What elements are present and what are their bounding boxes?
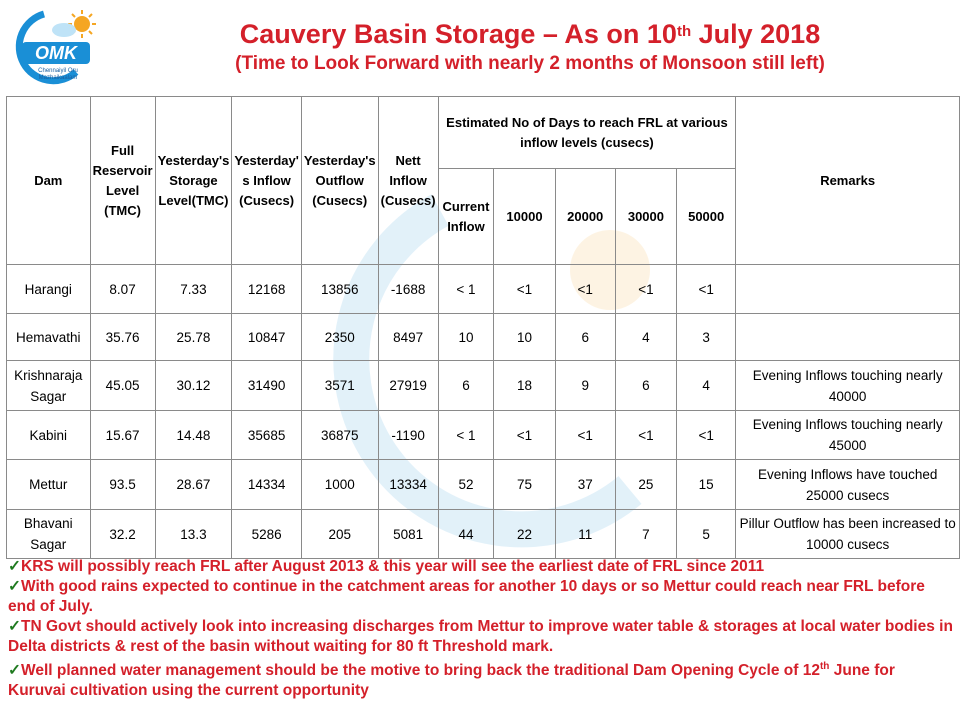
cell-10000: <1 bbox=[494, 411, 555, 460]
cell-10000: <1 bbox=[494, 265, 555, 314]
cell-current: 6 bbox=[438, 361, 494, 411]
header-30000: 30000 bbox=[615, 169, 676, 265]
table-row bbox=[7, 361, 960, 411]
cell-50000: <1 bbox=[677, 411, 736, 460]
cell-nett: 27919 bbox=[378, 361, 438, 411]
cell-dam: Bhavani Sagar bbox=[7, 510, 91, 559]
cell-remarks: Evening Inflows have touched 25000 cusecs bbox=[736, 460, 960, 510]
cell-dam: Harangi bbox=[7, 265, 91, 314]
logo-text: OMK bbox=[35, 43, 77, 63]
cell-inflow: 31490 bbox=[232, 361, 302, 411]
cell-30000: 4 bbox=[615, 314, 676, 361]
cell-storage: 25.78 bbox=[155, 314, 232, 361]
header-nett: Nett Inflow (Cusecs) bbox=[378, 97, 438, 265]
note-text: KRS will possibly reach FRL after August 2013 & this year will see the earliest date of FRL since 2011 bbox=[21, 558, 765, 575]
cell-50000: <1 bbox=[677, 265, 736, 314]
cell-storage: 7.33 bbox=[155, 265, 232, 314]
cloud-icon bbox=[52, 23, 76, 37]
cell-inflow: 5286 bbox=[232, 510, 302, 559]
table-row bbox=[7, 510, 960, 559]
table-row bbox=[7, 265, 960, 314]
title-prefix: Cauvery Basin Storage – As on 10 bbox=[239, 19, 677, 49]
table-row bbox=[7, 314, 960, 361]
cell-frl: 32.2 bbox=[90, 510, 155, 559]
notes-list bbox=[8, 557, 953, 701]
cell-storage: 14.48 bbox=[155, 411, 232, 460]
cell-dam: Kabini bbox=[7, 411, 91, 460]
cell-outflow: 13856 bbox=[301, 265, 378, 314]
cell-50000: 3 bbox=[677, 314, 736, 361]
storage-table bbox=[6, 96, 960, 559]
cell-current: 44 bbox=[438, 510, 494, 559]
cell-30000: 6 bbox=[615, 361, 676, 411]
page-subtitle: (Time to Look Forward with nearly 2 months of Monsoon still left) bbox=[235, 53, 825, 74]
cell-storage: 13.3 bbox=[155, 510, 232, 559]
cell-storage: 30.12 bbox=[155, 361, 232, 411]
cell-10000: 10 bbox=[494, 314, 555, 361]
cell-nett: -1688 bbox=[378, 265, 438, 314]
cell-10000: 22 bbox=[494, 510, 555, 559]
note-item bbox=[8, 557, 953, 577]
cell-remarks bbox=[736, 314, 960, 361]
cell-inflow: 10847 bbox=[232, 314, 302, 361]
cell-frl: 8.07 bbox=[90, 265, 155, 314]
cell-10000: 75 bbox=[494, 460, 555, 510]
cell-30000: <1 bbox=[615, 265, 676, 314]
cell-frl: 45.05 bbox=[90, 361, 155, 411]
header-50000: 50000 bbox=[677, 169, 736, 265]
cell-inflow: 14334 bbox=[232, 460, 302, 510]
cell-50000: 5 bbox=[677, 510, 736, 559]
cell-inflow: 12168 bbox=[232, 265, 302, 314]
cell-nett: -1190 bbox=[378, 411, 438, 460]
header-inflow: Yesterday' s Inflow (Cusecs) bbox=[232, 97, 302, 265]
cell-20000: <1 bbox=[555, 265, 615, 314]
cell-inflow: 35685 bbox=[232, 411, 302, 460]
cell-storage: 28.67 bbox=[155, 460, 232, 510]
header-storage: Yesterday's Storage Level(TMC) bbox=[155, 97, 232, 265]
check-icon: ✓ bbox=[8, 618, 21, 635]
cell-nett: 13334 bbox=[378, 460, 438, 510]
cell-20000: <1 bbox=[555, 411, 615, 460]
cell-30000: 7 bbox=[615, 510, 676, 559]
cell-frl: 93.5 bbox=[90, 460, 155, 510]
note-item bbox=[8, 577, 953, 617]
cell-20000: 11 bbox=[555, 510, 615, 559]
cell-nett: 5081 bbox=[378, 510, 438, 559]
cell-nett: 8497 bbox=[378, 314, 438, 361]
cell-outflow: 1000 bbox=[301, 460, 378, 510]
note-item bbox=[8, 657, 953, 701]
cell-outflow: 205 bbox=[301, 510, 378, 559]
cell-remarks: Evening Inflows touching nearly 45000 bbox=[736, 411, 960, 460]
header-outflow: Yesterday's Outflow (Cusecs) bbox=[301, 97, 378, 265]
note-item bbox=[8, 617, 953, 657]
cell-20000: 9 bbox=[555, 361, 615, 411]
header-20000: 20000 bbox=[555, 169, 615, 265]
cell-30000: 25 bbox=[615, 460, 676, 510]
cell-outflow: 3571 bbox=[301, 361, 378, 411]
sun-icon bbox=[74, 16, 90, 32]
logo-tagline-1: Chennaiyil Oru bbox=[38, 68, 78, 74]
cell-10000: 18 bbox=[494, 361, 555, 411]
cell-current: < 1 bbox=[438, 265, 494, 314]
cell-current: 10 bbox=[438, 314, 494, 361]
cell-frl: 35.76 bbox=[90, 314, 155, 361]
page-title bbox=[100, 18, 960, 50]
logo-graphic bbox=[6, 6, 98, 92]
logo-tagline-2: Mazhaikaalam bbox=[38, 75, 78, 81]
note-text: Well planned water management should be the motive to bring back the traditional Dam Opening Cycle of 12 bbox=[21, 662, 820, 680]
note-text-suffix: June for Kuruvai cultivation using the current opportunity bbox=[8, 662, 895, 700]
cell-current: < 1 bbox=[438, 411, 494, 460]
header-current: Current Inflow bbox=[438, 169, 494, 265]
header-estimated: Estimated No of Days to reach FRL at various inflow levels (cusecs) bbox=[438, 97, 736, 169]
cell-20000: 37 bbox=[555, 460, 615, 510]
cell-current: 52 bbox=[438, 460, 494, 510]
cell-20000: 6 bbox=[555, 314, 615, 361]
cell-remarks bbox=[736, 265, 960, 314]
cell-dam: Hemavathi bbox=[7, 314, 91, 361]
cell-50000: 4 bbox=[677, 361, 736, 411]
omk-logo bbox=[6, 6, 98, 92]
note-text: With good rains expected to continue in the catchment areas for another 10 days or so Mettur could reach near FRL before end of July. bbox=[8, 578, 925, 615]
table-row bbox=[7, 411, 960, 460]
check-icon: ✓ bbox=[8, 558, 21, 575]
note-text: TN Govt should actively look into increasing discharges from Mettur to improve water table & storages at local water bodies in Delta districts & rest of the basin without waiting for 80 ft Threshold mark. bbox=[8, 618, 953, 655]
cell-50000: 15 bbox=[677, 460, 736, 510]
check-icon: ✓ bbox=[8, 662, 21, 680]
title-suffix: July 2018 bbox=[691, 19, 821, 49]
check-icon: ✓ bbox=[8, 578, 21, 595]
cell-outflow: 2350 bbox=[301, 314, 378, 361]
title-sup: th bbox=[676, 23, 692, 40]
header-frl: Full Reservoir Level (TMC) bbox=[90, 97, 155, 265]
cell-dam: Krishnaraja Sagar bbox=[7, 361, 91, 411]
header-remarks: Remarks bbox=[736, 97, 960, 265]
cell-remarks: Evening Inflows touching nearly 40000 bbox=[736, 361, 960, 411]
cell-frl: 15.67 bbox=[90, 411, 155, 460]
header-dam: Dam bbox=[7, 97, 91, 265]
table-row bbox=[7, 460, 960, 510]
note-sup: th bbox=[819, 661, 830, 672]
cell-30000: <1 bbox=[615, 411, 676, 460]
header-10000: 10000 bbox=[494, 169, 555, 265]
cell-remarks: Pillur Outflow has been increased to 10000 cusecs bbox=[736, 510, 960, 559]
cell-outflow: 36875 bbox=[301, 411, 378, 460]
cell-dam: Mettur bbox=[7, 460, 91, 510]
